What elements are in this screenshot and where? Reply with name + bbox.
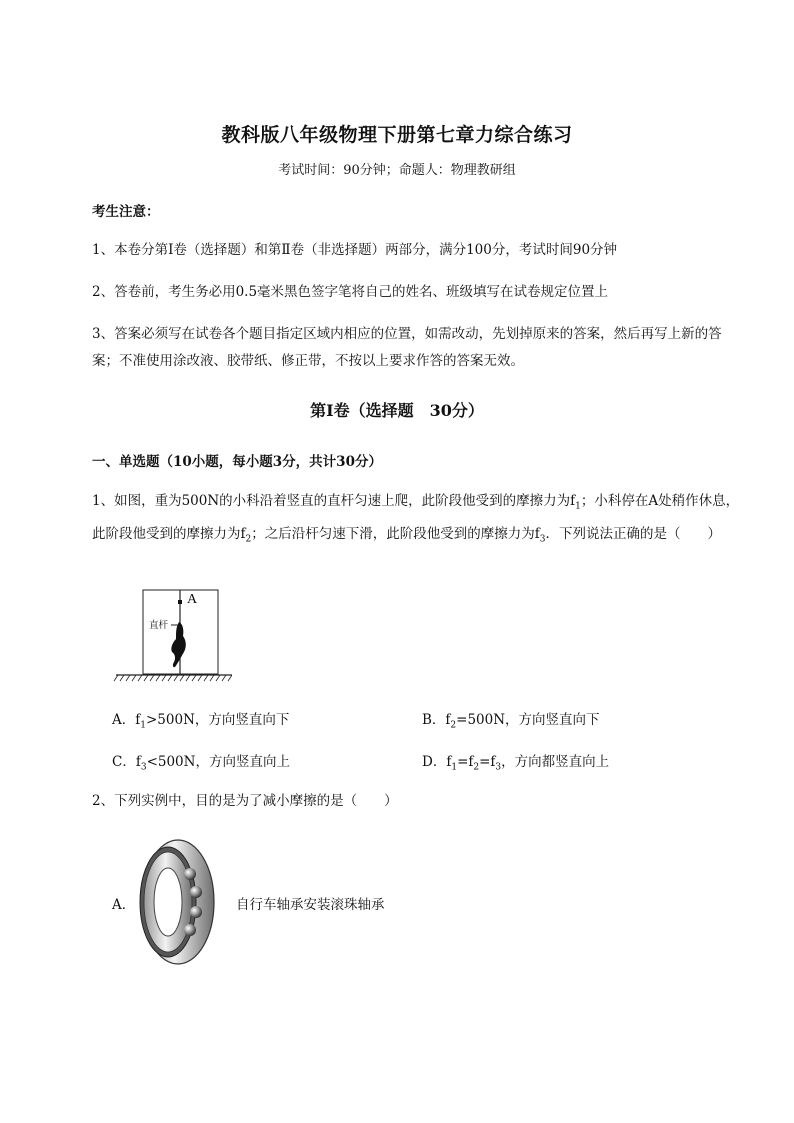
section-title: 第Ⅰ卷（选择题 30分）: [310, 401, 484, 420]
q1-option-d[interactable]: D．$f_1=f_2=f_3$，方向都竖直向上: [422, 754, 610, 773]
part-heading: 一、单选题（10小题，每小题3分，共计30分）: [92, 454, 382, 470]
page-title: 教科版八年级物理下册第七章力综合练习: [221, 124, 573, 146]
notice-item-1: 1、本卷分第Ⅰ卷（选择题）和第Ⅱ卷（非选择题）两部分，满分100分，考试时间90分钟: [92, 242, 618, 258]
question-1-text: 1、如图，重为500N的小科沿着竖直的直杆匀速上爬，此阶段他受到的摩擦力为$f_1$；小科停在A处稍作休息，此阶段他受到的摩擦力为$f_2$；之后沿杆匀速下滑，此阶段他受到的摩擦力为$f_3$．下列说法正确的是（ ）: [92, 493, 740, 545]
question-2-text: 2、下列实例中，目的是为了减小摩擦的是（ ）: [92, 793, 398, 809]
q2-option-a-text: 自行车轴承安装滚珠轴承: [236, 897, 385, 913]
notice-item-3: 3、答案必须写在试卷各个题目指定区域内相应的位置，如需改动，先划掉原来的答案，然后再写上新的答案；不准使用涂改液、胶带纸、修正带，不按以上要求作答的答案无效。: [92, 326, 722, 369]
ball-bearing-image: [138, 838, 216, 966]
q1-option-b[interactable]: B．$f_2=500N$，方向竖直向下: [422, 712, 600, 731]
exam-info: 考试时间：90分钟；命题人：物理教研组: [278, 163, 516, 178]
point-a-label: A: [187, 592, 198, 607]
pole-label: 直杆: [149, 620, 169, 631]
notice-heading: 考生注意：: [92, 204, 160, 220]
notice-item-2: 2、答卷前，考生务必用0.5毫米黑色签字笔将自己的姓名、班级填写在试卷规定位置上: [92, 284, 609, 300]
climbing-pole-figure: [112, 584, 232, 684]
q1-option-a[interactable]: A．$f_1>500N$，方向竖直向下: [112, 712, 290, 731]
q2-option-a-label[interactable]: A．: [112, 897, 136, 913]
q1-option-c[interactable]: C．$f_3<500N$，方向竖直向上: [112, 754, 290, 773]
